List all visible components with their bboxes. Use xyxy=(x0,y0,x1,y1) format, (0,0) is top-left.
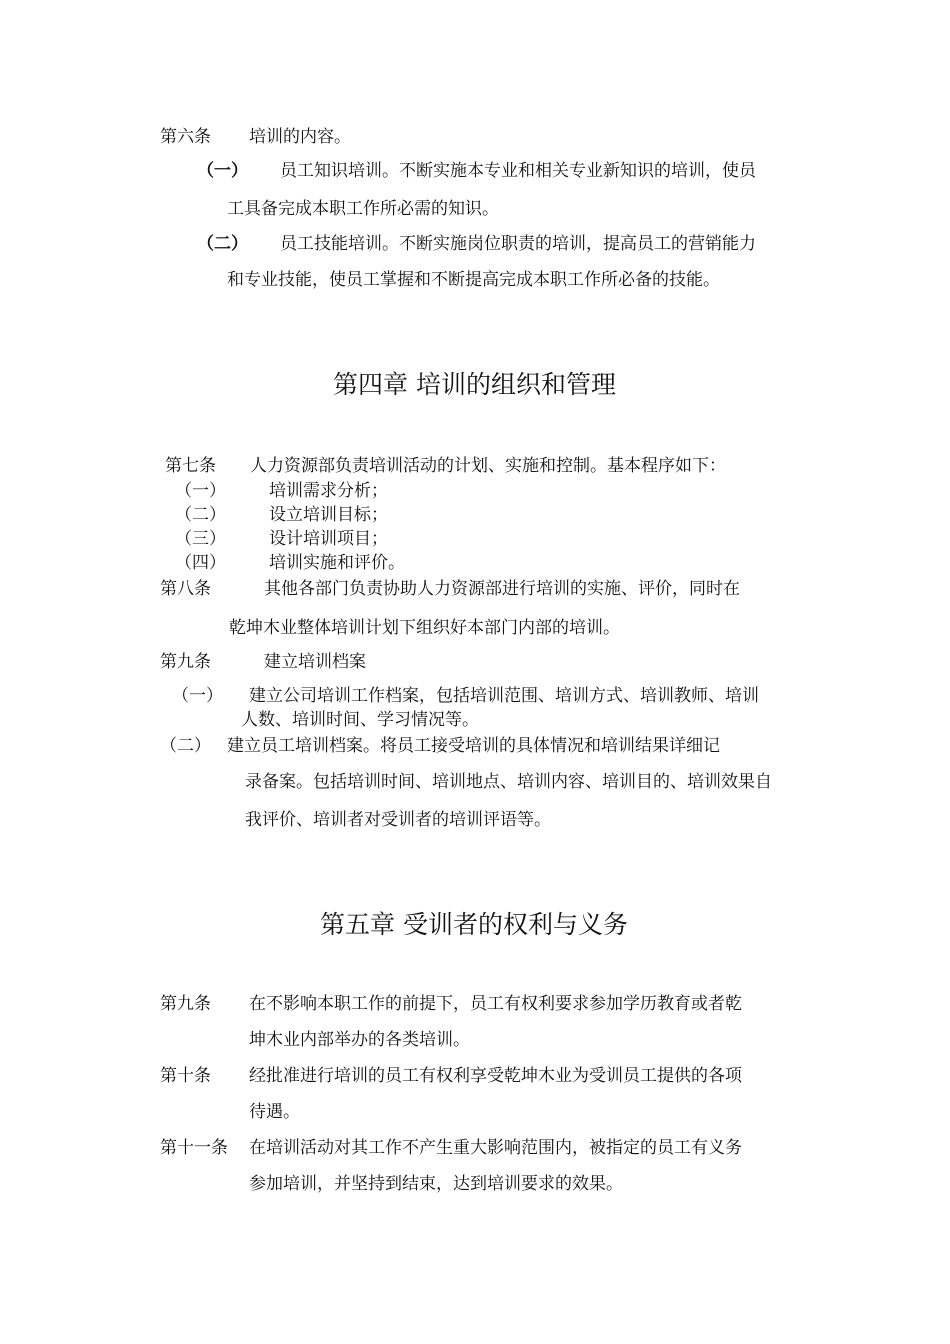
article-7-step-2-text: 设立培训目标； xyxy=(269,505,388,525)
article-8-label: 第八条 xyxy=(160,579,211,599)
article-7-step-1-text: 培训需求分析； xyxy=(269,481,388,501)
article-9b-label: 第九条 xyxy=(160,994,211,1014)
article-10-line-1: 经批准进行培训的员工有权利享受乾坤木业为受训员工提供的各项 xyxy=(249,1066,742,1086)
chapter-5-heading: 第五章 受训者的权利与义务 xyxy=(320,910,628,939)
article-6-item-2-num: （二） xyxy=(197,234,248,254)
article-7-step-1-num: （一） xyxy=(175,481,226,501)
article-6-item-2-line-1: 员工技能培训。不断实施岗位职责的培训，提高员工的营销能力 xyxy=(280,234,756,254)
article-10-label: 第十条 xyxy=(160,1066,211,1086)
article-9b-line-1: 在不影响本职工作的前提下，员工有权利要求参加学历教育或者乾 xyxy=(249,994,742,1014)
article-9a-item-1-line-2: 人数、培训时间、学习情况等。 xyxy=(241,710,479,730)
article-9a-item-2-num: （二） xyxy=(160,736,211,756)
article-6-item-1-line-1: 员工知识培训。不断实施本专业和相关专业新知识的培训，使员 xyxy=(280,161,756,181)
article-9b-line-2: 坤木业内部举办的各类培训。 xyxy=(249,1030,470,1050)
article-6-title: 培训的内容。 xyxy=(249,127,351,147)
article-9a-item-2-line-2: 录备案。包括培训时间、培训地点、培训内容、培训目的、培训效果自 xyxy=(245,772,772,792)
article-7-step-4-num: （四） xyxy=(175,553,226,573)
article-6-item-1-num: （一） xyxy=(197,161,248,181)
article-6-item-1-line-2: 工具备完成本职工作所必需的知识。 xyxy=(227,199,499,219)
article-9a-item-1-num: （一） xyxy=(172,686,223,706)
article-9a-item-2-line-1: 建立员工培训档案。将员工接受培训的具体情况和培训结果详细记 xyxy=(227,736,720,756)
chapter-4-heading: 第四章 培训的组织和管理 xyxy=(333,370,616,399)
article-7-step-2-num: （二） xyxy=(175,505,226,525)
article-7-label: 第七条 xyxy=(165,456,216,476)
article-7-step-4-text: 培训实施和评价。 xyxy=(269,553,405,573)
article-9a-item-1-line-1: 建立公司培训工作档案，包括培训范围、培训方式、培训教师、培训 xyxy=(249,686,759,706)
article-9a-label: 第九条 xyxy=(160,652,211,672)
article-7-step-3-text: 设计培训项目； xyxy=(269,529,388,549)
article-11-line-1: 在培训活动对其工作不产生重大影响范围内，被指定的员工有义务 xyxy=(249,1138,742,1158)
article-7-text: 人力资源部负责培训活动的计划、实施和控制。基本程序如下： xyxy=(250,456,726,476)
article-9a-title: 建立培训档案 xyxy=(264,652,366,672)
article-11-label: 第十一条 xyxy=(160,1138,228,1158)
article-6-item-2-line-2: 和专业技能，使员工掌握和不断提高完成本职工作所必备的技能。 xyxy=(227,270,720,290)
article-9a-item-2-line-3: 我评价、培训者对受训者的培训评语等。 xyxy=(245,810,551,830)
article-6-label: 第六条 xyxy=(160,127,211,147)
article-10-line-2: 待遇。 xyxy=(249,1102,300,1122)
article-8-line-1: 其他各部门负责协助人力资源部进行培训的实施、评价，同时在 xyxy=(264,579,740,599)
article-11-line-2: 参加培训，并坚持到结束，达到培训要求的效果。 xyxy=(249,1174,623,1194)
article-7-step-3-num: （三） xyxy=(175,529,226,549)
article-8-line-2: 乾坤木业整体培训计划下组织好本部门内部的培训。 xyxy=(229,618,620,638)
